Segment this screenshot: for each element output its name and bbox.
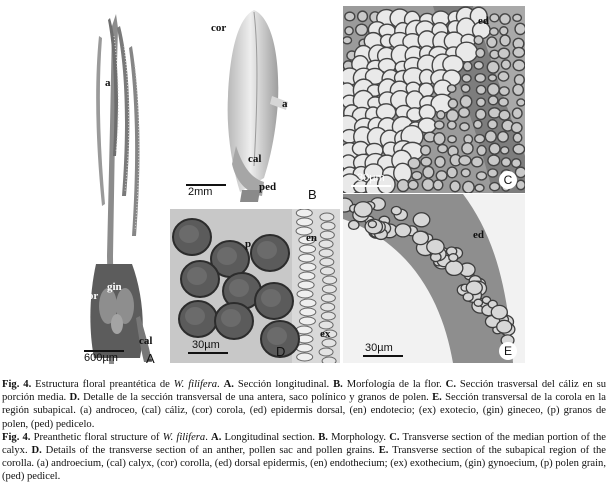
label-ex-exothecium: ex [320,328,331,340]
caption-text: Transverse section of the median portion of the calyx. [2,431,606,457]
panel-letter-a: A [146,351,155,364]
caption-text: Estructura floral preantética de [31,379,174,390]
panel-letter-e: E [499,342,517,360]
panel-letter-d: D [276,344,286,359]
caption-panel-ref: C. [445,379,456,390]
panel-e-micrograph [343,194,525,363]
caption-english [2,431,606,484]
panel-b-morphology [176,6,340,206]
caption-panel-ref: C. [389,431,400,443]
panel-letter-c: C [499,171,517,189]
panel-b-scale-bar [186,178,236,200]
scale-bar-line [188,352,228,354]
panel-d-scale-bar [188,339,232,359]
caption-text: Preanthetic floral structure of [30,431,163,443]
label-a-androecium: a [105,77,111,89]
scale-bar-label: 2mm [188,186,213,198]
caption-panel-ref: E. [378,445,389,457]
label-cal-calyx: cal [248,153,262,165]
caption-text: Sección longitudinal. [233,379,334,390]
label-p-pollen-grain: p [245,238,252,250]
caption-spanish [2,378,606,431]
caption-panel-ref: E. [432,392,442,404]
caption-panel-ref: B. [333,379,343,390]
label-ped-pedicel: ped [259,181,277,193]
scale-bar-label: 30µm [365,342,393,354]
caption-panel-ref: D. [31,445,42,457]
panel-e-scale-bar [363,342,407,362]
panel-a-longitudinal-section [80,6,162,364]
caption-text: Sección transversal de la corola en la región subapical. (a) androceo, (cal) cáliz, (cor) corola, (ed) epidermis dorsal, (en) endotecio; (ex) exotecio, (gin) gineceo, (p) granos de polen, (ped) pedicelo. [2,392,607,430]
label-ed-dorsal-epidermis: ed [478,15,489,27]
caption-text: Sección trasversal del cáliz en su porción media. [2,379,606,404]
caption-text: . [217,379,224,390]
panel-b-photo [176,6,340,206]
scale-bar-line [351,185,391,187]
caption-text: Transverse section of the subapical region of the corolla. (a) androecium, (cal) calyx, (cor) corolla, (ed) dorsal epidermis, (en) endothecium; (ex) exothecium, (gin) gynoecium, (p) polen grain, (ped) pedicel. [2,445,606,483]
scale-bar-label: 30µm [192,339,220,351]
panel-letter-b: B [308,187,317,202]
species-name: W. filifera [162,431,206,443]
caption-fig-number: Fig. 4. [2,431,31,443]
caption-panel-ref: A. [211,431,222,443]
caption-text: Details of the transverse section of an anther, pollen sac and pollen grains. [41,445,379,457]
scale-bar-line [363,355,403,357]
panel-d-anther-pollen [170,209,340,363]
species-name: W. filifera [173,379,218,390]
caption-text: Morphology. [327,431,390,443]
scale-bar-label: 30µm [357,172,385,184]
panel-a-micrograph [80,6,162,364]
panel-c-scale-bar [351,172,395,192]
label-cal-calyx: cal [139,335,153,347]
label-en-endothecium: en [306,232,317,244]
caption-panel-ref: B. [318,431,328,443]
label-cor-corolla: cor [83,290,99,302]
caption-fig-number: Fig. 4. [2,379,32,390]
panel-a-scale-bar [84,342,126,362]
figure-caption [2,378,606,484]
caption-text: Detalle de la sección transversal de una antera, saco polínico y granos de polen. [79,392,433,404]
caption-panel-ref: A. [223,379,234,390]
caption-text: Morfología de la flor. [342,379,446,390]
label-ed-dorsal-epidermis: ed [473,229,484,241]
label-gin-gynoecium: gin [107,281,122,293]
label-a-androecium: a [282,98,288,110]
panel-c-calyx-section [343,6,525,193]
caption-panel-ref: D. [69,392,80,404]
scale-bar-label: 600µm [84,352,118,364]
label-cor-corolla: cor [211,22,227,34]
panel-e-corolla-section [343,194,525,363]
caption-text: . [205,431,212,443]
caption-text: Longitudinal section. [221,431,319,443]
panel-c-micrograph [343,6,525,193]
